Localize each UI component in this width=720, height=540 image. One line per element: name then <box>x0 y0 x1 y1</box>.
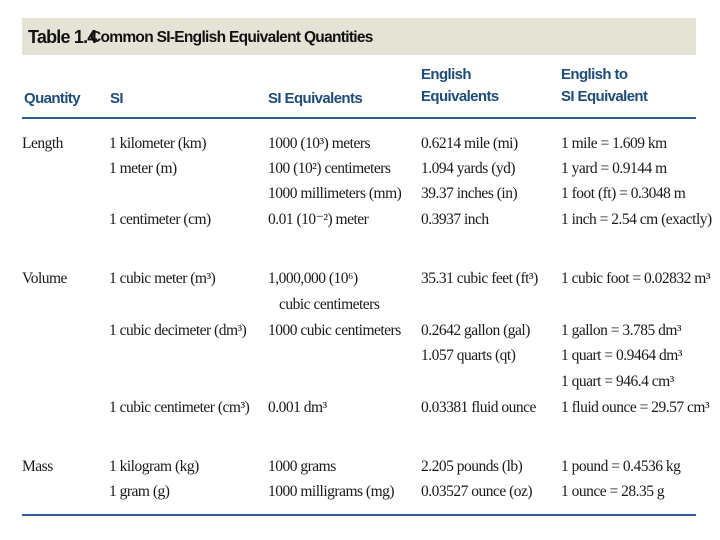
eng-eq-volume-1: 0.2642 gallon (gal) <box>421 322 530 339</box>
eng-to-si-mass-1: 1 ounce = 28.35 g <box>561 483 665 500</box>
column-header-si-equivalents: SI Equivalents <box>268 90 363 107</box>
si-volume-m3: 1 cubic meter (m³) <box>109 270 216 287</box>
eng-to-si-mass-0: 1 pound = 0.4536 kg <box>561 458 681 475</box>
column-header-si: SI <box>110 90 123 107</box>
si-eq-length-0: 1000 (10³) meters <box>268 135 371 152</box>
si-length-cm: 1 centimeter (cm) <box>109 211 211 228</box>
si-eq-mass-1: 1000 milligrams (mg) <box>268 483 395 500</box>
si-length-m: 1 meter (m) <box>109 160 177 177</box>
quantity-volume: Volume <box>22 270 67 287</box>
eng-to-si-length-1: 1 yard = 0.9144 m <box>561 160 667 177</box>
eng-to-si-length-3: 1 inch = 2.54 cm (exactly) <box>561 211 712 228</box>
quantity-mass: Mass <box>22 458 53 475</box>
eng-to-si-volume-3: 1 quart = 946.4 cm³ <box>561 373 674 390</box>
eng-eq-mass-0: 2.205 pounds (lb) <box>421 458 523 475</box>
si-volume-dm3: 1 cubic decimeter (dm³) <box>109 322 247 339</box>
column-header-quantity: Quantity <box>24 90 81 107</box>
eng-to-si-length-2: 1 foot (ft) = 0.3048 m <box>561 185 686 202</box>
si-eq-length-1: 100 (10²) centimeters <box>268 160 391 177</box>
si-eq-volume-3: 0.001 dm³ <box>268 399 327 416</box>
table-title-bar <box>22 18 696 55</box>
column-header-english-equivalents-line2: Equivalents <box>421 88 499 105</box>
eng-eq-volume-2: 1.057 quarts (qt) <box>421 347 516 364</box>
eng-to-si-volume-1: 1 gallon = 3.785 dm³ <box>561 322 682 339</box>
eng-eq-length-1: 1.094 yards (yd) <box>421 160 516 177</box>
column-header-english-to-si-line2: SI Equivalent <box>561 88 648 105</box>
column-header-english-equivalents <box>421 64 499 108</box>
quantity-length: Length <box>22 135 63 152</box>
column-header-english-to-si-line1: English to <box>561 66 628 83</box>
si-eq-volume-1: cubic centimeters <box>279 296 380 313</box>
si-eq-mass-0: 1000 grams <box>268 458 336 475</box>
column-header-english-equivalents-line1: English <box>421 66 471 83</box>
eng-eq-length-0: 0.6214 mile (mi) <box>421 135 518 152</box>
eng-eq-volume-3: 0.03381 fluid ounce <box>421 399 536 416</box>
header-rule <box>22 117 696 119</box>
eng-to-si-volume-0: 1 cubic foot = 0.02832 m³ <box>561 270 710 287</box>
si-eq-volume-0: 1,000,000 (10⁶) <box>268 270 358 287</box>
si-mass-kg: 1 kilogram (kg) <box>109 458 199 475</box>
si-eq-length-3: 0.01 (10⁻²) meter <box>268 211 369 228</box>
si-mass-g: 1 gram (g) <box>109 483 170 500</box>
si-length-km: 1 kilometer (km) <box>109 135 207 152</box>
table-title: Common SI-English Equivalent Quantities <box>90 29 373 46</box>
eng-to-si-length-0: 1 mile = 1.609 km <box>561 135 667 152</box>
footer-rule <box>22 514 696 516</box>
si-eq-volume-2: 1000 cubic centimeters <box>268 322 401 339</box>
si-eq-length-2: 1000 millimeters (mm) <box>268 185 402 202</box>
eng-to-si-volume-2: 1 quart = 0.9464 dm³ <box>561 347 682 364</box>
eng-to-si-volume-4: 1 fluid ounce = 29.57 cm³ <box>561 399 710 416</box>
column-header-english-to-si <box>561 64 647 108</box>
si-volume-cm3: 1 cubic centimeter (cm³) <box>109 399 250 416</box>
eng-eq-length-2: 39.37 inches (in) <box>421 185 518 202</box>
eng-eq-length-3: 0.3937 inch <box>421 211 489 228</box>
eng-eq-mass-1: 0.03527 ounce (oz) <box>421 483 533 500</box>
table-number: Table 1.4 <box>28 27 97 47</box>
eng-eq-volume-0: 35.31 cubic feet (ft³) <box>421 270 538 287</box>
